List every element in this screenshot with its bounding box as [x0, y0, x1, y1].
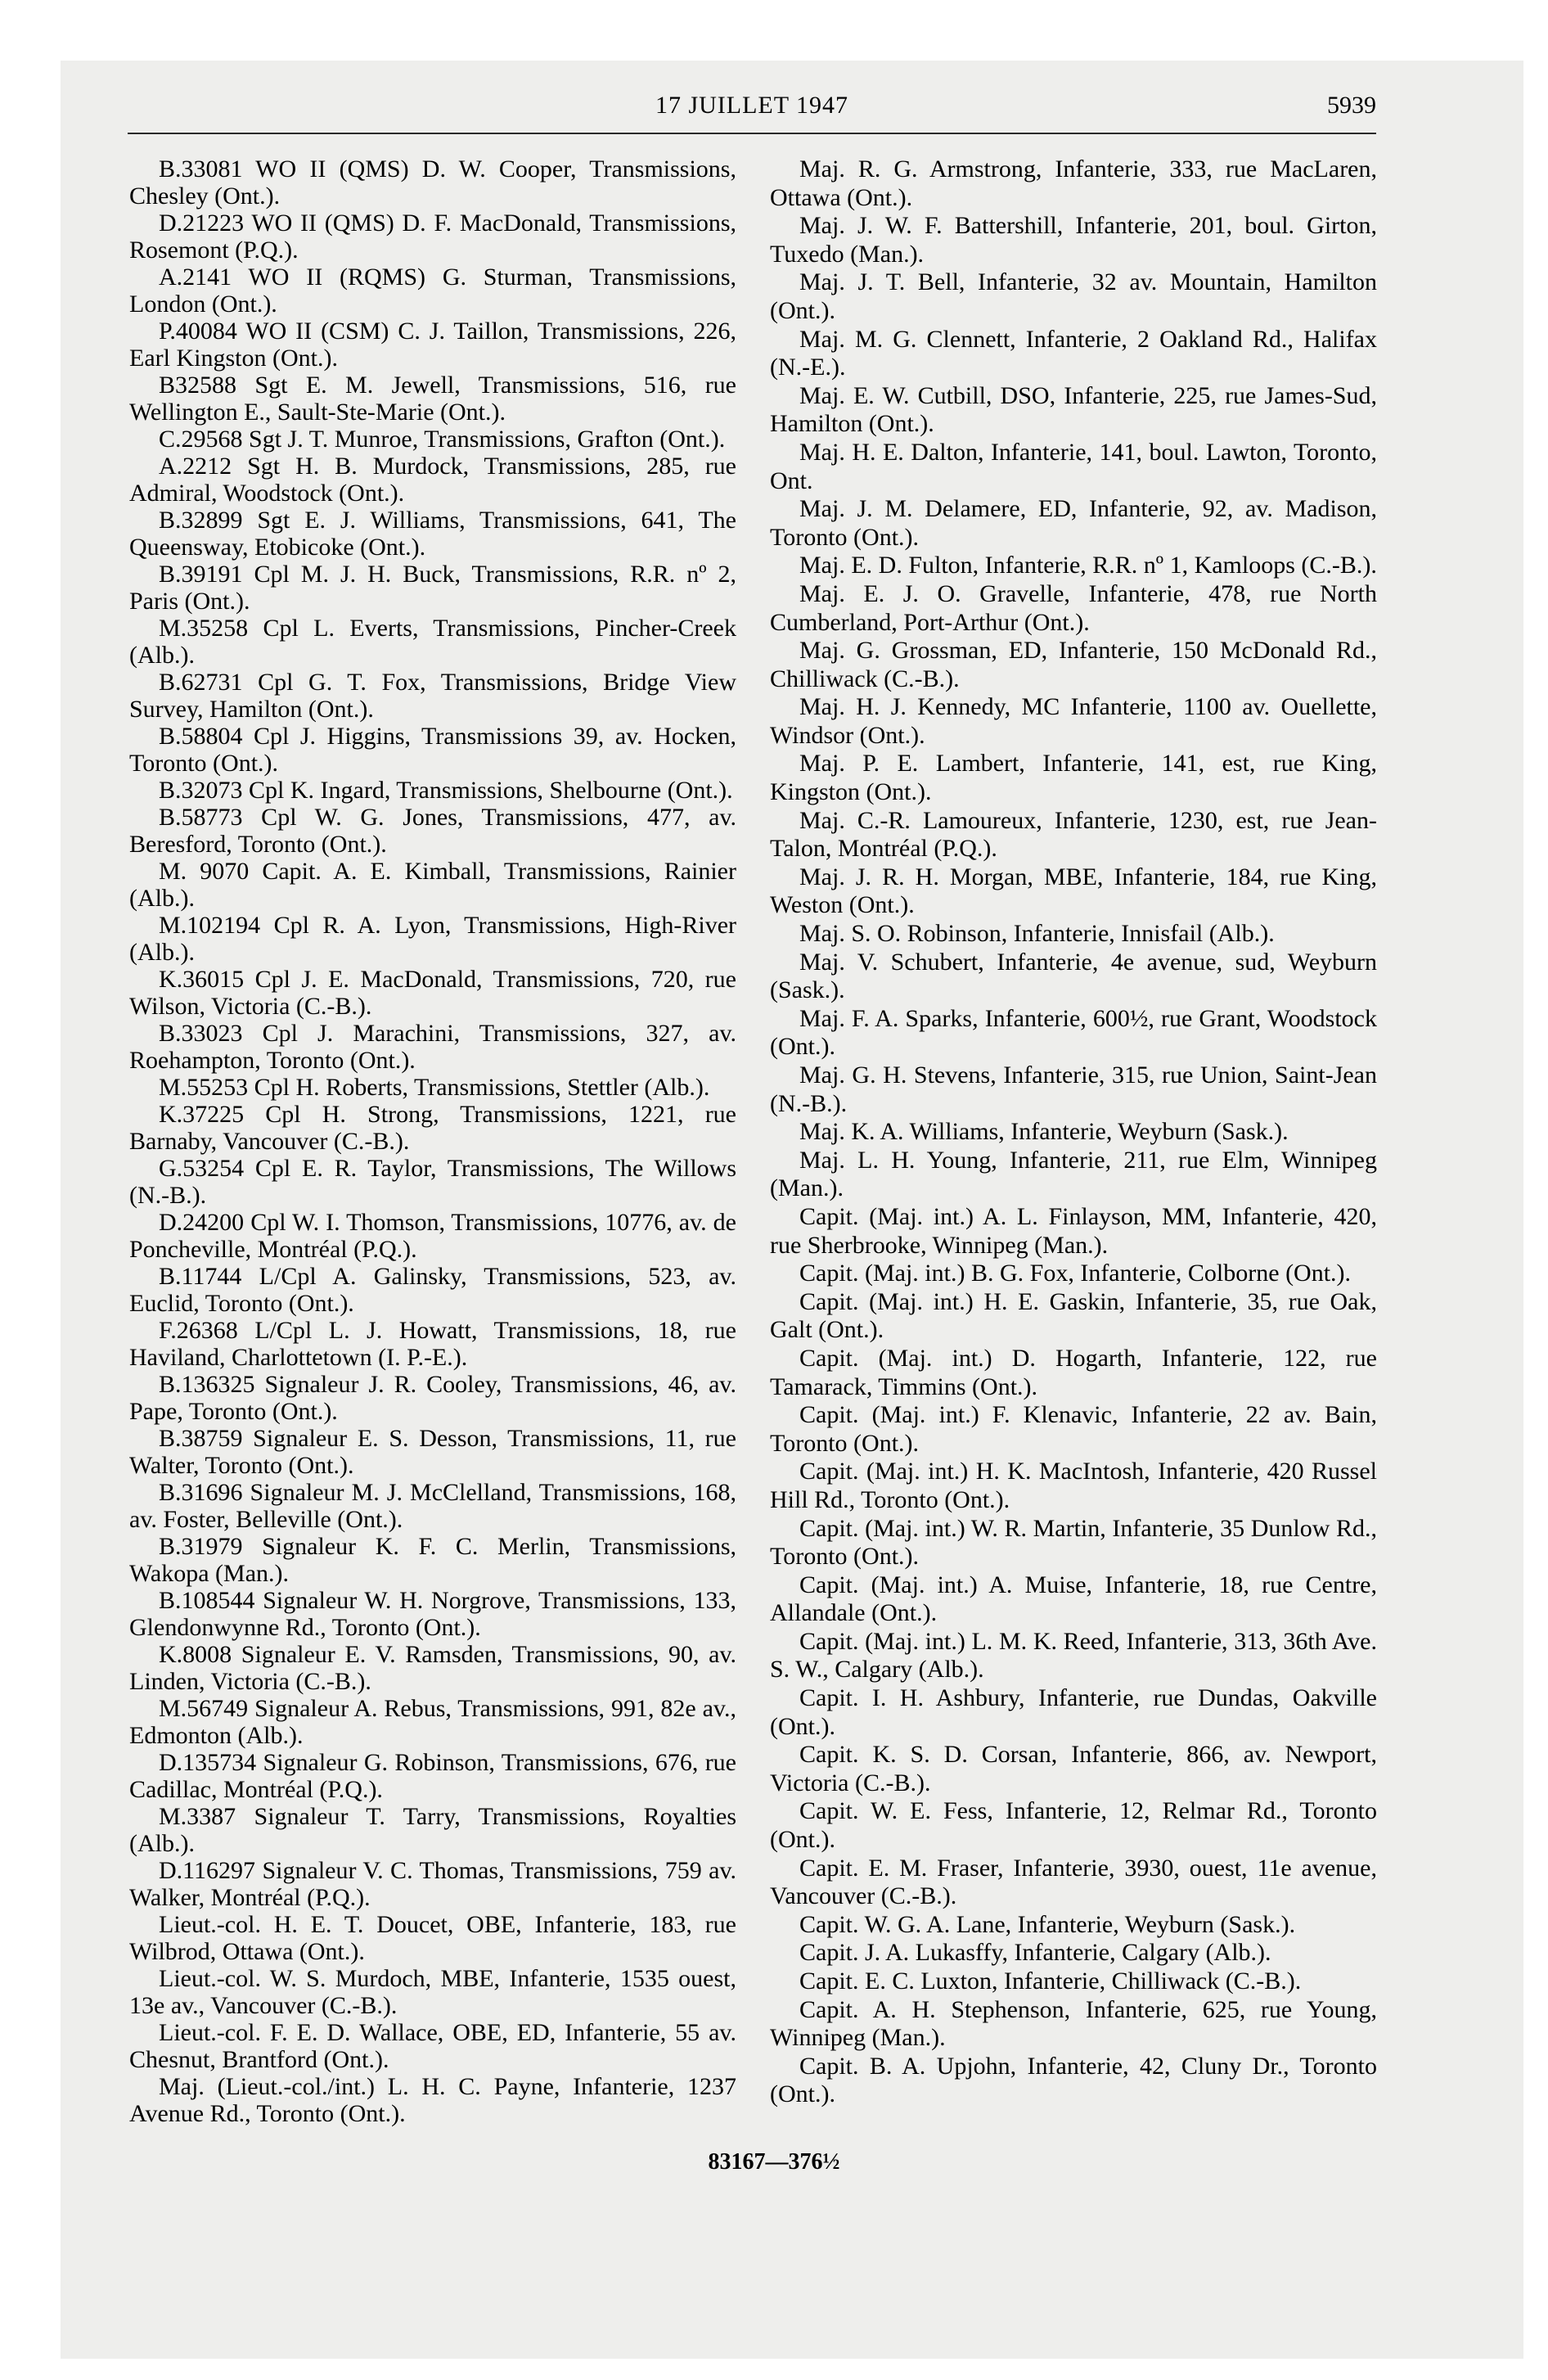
list-entry: Lieut.-col. W. S. Murdoch, MBE, Infanterie, 1535 ouest, 13e av., Vancouver (C.-B.).: [129, 1965, 736, 2019]
list-entry: B.108544 Signaleur W. H. Norgrove, Transmissions, 133, Glendonwynne Rd., Toronto (Ont.).: [129, 1587, 736, 1641]
list-entry: Maj. H. J. Kennedy, MC Infanterie, 1100 av. Ouellette, Windsor (Ont.).: [770, 693, 1377, 749]
list-entry: Maj. S. O. Robinson, Infanterie, Innisfail (Alb.).: [799, 920, 1275, 948]
list-entry: G.53254 Cpl E. R. Taylor, Transmissions, The Willows (N.-B.).: [129, 1155, 736, 1209]
list-entry: B.62731 Cpl G. T. Fox, Transmissions, Bridge View Survey, Hamilton (Ont.).: [129, 669, 736, 723]
list-entry: Lieut.-col. H. E. T. Doucet, OBE, Infanterie, 183, rue Wilbrod, Ottawa (Ont.).: [129, 1911, 736, 1965]
list-entry: M.56749 Signaleur A. Rebus, Transmissions, 991, 82e av., Edmonton (Alb.).: [129, 1695, 736, 1749]
list-entry: Maj. J. R. H. Morgan, MBE, Infanterie, 184, rue King, Weston (Ont.).: [770, 863, 1377, 919]
list-entry: A.2212 Sgt H. B. Murdock, Transmissions, 285, rue Admiral, Woodstock (Ont.).: [129, 453, 736, 507]
list-entry: B.32899 Sgt E. J. Williams, Transmissions, 641, The Queensway, Etobicoke (Ont.).: [129, 507, 736, 561]
page-header: [128, 92, 1376, 134]
list-entry: M. 9070 Capit. A. E. Kimball, Transmissions, Rainier (Alb.).: [129, 858, 736, 912]
list-entry: B.32073 Cpl K. Ingard, Transmissions, Shelbourne (Ont.).: [159, 777, 733, 804]
list-entry: Capit. (Maj. int.) H. E. Gaskin, Infanterie, 35, rue Oak, Galt (Ont.).: [770, 1287, 1377, 1344]
list-entry: Maj. H. E. Dalton, Infanterie, 141, boul. Lawton, Toronto, Ont.: [770, 438, 1377, 494]
list-entry: B.39191 Cpl M. J. H. Buck, Transmissions, R.R. nº 2, Paris (Ont.).: [129, 561, 736, 615]
list-entry: Maj. E. J. O. Gravelle, Infanterie, 478, rue North Cumberland, Port-Arthur (Ont.).: [770, 579, 1377, 636]
list-entry: B32588 Sgt E. M. Jewell, Transmissions, 516, rue Wellington E., Sault-Ste-Marie (Ont.).: [129, 372, 736, 426]
list-entry: Maj. J. W. F. Battershill, Infanterie, 201, boul. Girton, Tuxedo (Man.).: [770, 212, 1377, 268]
list-entry: D.24200 Cpl W. I. Thomson, Transmissions, 10776, av. de Poncheville, Montréal (P.Q.).: [129, 1209, 736, 1263]
list-entry: Maj. C.-R. Lamoureux, Infanterie, 1230, est, rue Jean-Talon, Montréal (P.Q.).: [770, 806, 1377, 863]
list-entry: Maj. E. D. Fulton, Infanterie, R.R. nº 1, Kamloops (C.-B.).: [799, 552, 1377, 579]
list-entry: Maj. G. Grossman, ED, Infanterie, 150 McDonald Rd., Chilliwack (C.-B.).: [770, 637, 1377, 692]
list-entry: Capit. (Maj. int.) B. G. Fox, Infanterie, Colborne (Ont.).: [799, 1260, 1352, 1287]
list-entry: P.40084 WO II (CSM) C. J. Taillon, Transmissions, 226, Earl Kingston (Ont.).: [129, 318, 736, 372]
list-entry: M.55253 Cpl H. Roberts, Transmissions, Stettler (Alb.).: [159, 1074, 710, 1101]
list-entry: D.135734 Signaleur G. Robinson, Transmissions, 676, rue Cadillac, Montréal (P.Q.).: [129, 1749, 736, 1803]
list-entry: Maj. K. A. Williams, Infanterie, Weyburn (Sask.).: [799, 1118, 1289, 1146]
list-entry: Capit. W. G. A. Lane, Infanterie, Weyburn (Sask.).: [799, 1910, 1296, 1938]
list-entry: Capit. I. H. Ashbury, Infanterie, rue Dundas, Oakville (Ont.).: [770, 1684, 1377, 1740]
list-entry: B.11744 L/Cpl A. Galinsky, Transmissions, 523, av. Euclid, Toronto (Ont.).: [129, 1263, 736, 1317]
list-entry: M.35258 Cpl L. Everts, Transmissions, Pincher-Creek (Alb.).: [129, 615, 736, 669]
list-entry: Capit. (Maj. int.) F. Klenavic, Infanterie, 22 av. Bain, Toronto (Ont.).: [770, 1401, 1377, 1457]
list-entry: Capit. (Maj. int.) H. K. MacIntosh, Infanterie, 420 Russel Hill Rd., Toronto (Ont.).: [770, 1458, 1377, 1513]
left-column: [129, 156, 736, 2127]
list-entry: Maj. F. A. Sparks, Infanterie, 600½, rue Grant, Woodstock (Ont.).: [770, 1004, 1377, 1061]
list-entry: K.37225 Cpl H. Strong, Transmissions, 1221, rue Barnaby, Vancouver (C.-B.).: [129, 1101, 736, 1155]
list-entry: Maj. (Lieut.-col./int.) L. H. C. Payne, Infanterie, 1237 Avenue Rd., Toronto (Ont.).: [129, 2073, 736, 2127]
list-entry: M.102194 Cpl R. A. Lyon, Transmissions, High-River (Alb.).: [129, 912, 736, 966]
list-entry: Maj. M. G. Clennett, Infanterie, 2 Oakland Rd., Halifax (N.-E.).: [770, 325, 1377, 381]
list-entry: D.21223 WO II (QMS) D. F. MacDonald, Transmissions, Rosemont (P.Q.).: [129, 210, 736, 264]
list-entry: A.2141 WO II (RQMS) G. Sturman, Transmissions, London (Ont.).: [129, 264, 736, 318]
list-entry: Capit. E. C. Luxton, Infanterie, Chilliwack (C.-B.).: [799, 1968, 1302, 1995]
list-entry: Capit. (Maj. int.) D. Hogarth, Infanterie, 122, rue Tamarack, Timmins (Ont.).: [770, 1344, 1377, 1400]
list-entry: B.33081 WO II (QMS) D. W. Cooper, Transmissions, Chesley (Ont.).: [129, 156, 736, 210]
list-entry: Capit. (Maj. int.) A. Muise, Infanterie, 18, rue Centre, Allandale (Ont.).: [770, 1571, 1377, 1627]
list-entry: Capit. K. S. D. Corsan, Infanterie, 866, av. Newport, Victoria (C.-B.).: [770, 1741, 1377, 1796]
list-entry: M.3387 Signaleur T. Tarry, Transmissions, Royalties (Alb.).: [129, 1803, 736, 1857]
page-date: 17 JUILLET 1947: [655, 92, 849, 119]
list-entry: Lieut.-col. F. E. D. Wallace, OBE, ED, Infanterie, 55 av. Chesnut, Brantford (Ont.).: [129, 2019, 736, 2073]
page-number: 5939: [1327, 92, 1376, 119]
list-entry: Capit. (Maj. int.) W. R. Martin, Infanterie, 35 Dunlow Rd., Toronto (Ont.).: [770, 1514, 1377, 1571]
list-entry: Maj. G. H. Stevens, Infanterie, 315, rue Union, Saint-Jean (N.-B.).: [770, 1062, 1377, 1117]
list-entry: B.38759 Signaleur E. S. Desson, Transmissions, 11, rue Walter, Toronto (Ont.).: [129, 1425, 736, 1479]
list-entry: C.29568 Sgt J. T. Munroe, Transmissions, Grafton (Ont.).: [159, 426, 726, 453]
list-entry: Capit. W. E. Fess, Infanterie, 12, Relmar Rd., Toronto (Ont.).: [770, 1797, 1377, 1854]
list-entry: Maj. J. M. Delamere, ED, Infanterie, 92, av. Madison, Toronto (Ont.).: [770, 495, 1377, 551]
page-footer-reference: 83167—376½: [708, 2149, 840, 2175]
list-entry: B.58804 Cpl J. Higgins, Transmissions 39, av. Hocken, Toronto (Ont.).: [129, 723, 736, 777]
list-entry: Maj. E. W. Cutbill, DSO, Infanterie, 225, rue James-Sud, Hamilton (Ont.).: [770, 381, 1377, 438]
list-entry: Maj. R. G. Armstrong, Infanterie, 333, rue MacLaren, Ottawa (Ont.).: [770, 156, 1377, 211]
list-entry: Capit. E. M. Fraser, Infanterie, 3930, ouest, 11e avenue, Vancouver (C.-B.).: [770, 1854, 1377, 1910]
list-entry: Capit. (Maj. int.) A. L. Finlayson, MM, Infanterie, 420, rue Sherbrooke, Winnipeg (Man.).: [770, 1202, 1377, 1259]
list-entry: B.136325 Signaleur J. R. Cooley, Transmissions, 46, av. Pape, Toronto (Ont.).: [129, 1371, 736, 1425]
right-column: [770, 156, 1377, 2109]
list-entry: Capit. A. H. Stephenson, Infanterie, 625, rue Young, Winnipeg (Man.).: [770, 1995, 1377, 2052]
list-entry: B.31696 Signaleur M. J. McClelland, Transmissions, 168, av. Foster, Belleville (Ont.).: [129, 1479, 736, 1533]
list-entry: F.26368 L/Cpl L. J. Howatt, Transmissions, 18, rue Haviland, Charlottetown (I. P.-E.).: [129, 1317, 736, 1371]
list-entry: Maj. J. T. Bell, Infanterie, 32 av. Mountain, Hamilton (Ont.).: [770, 268, 1377, 324]
list-entry: Maj. L. H. Young, Infanterie, 211, rue Elm, Winnipeg (Man.).: [770, 1146, 1377, 1202]
list-entry: K.8008 Signaleur E. V. Ramsden, Transmissions, 90, av. Linden, Victoria (C.-B.).: [129, 1641, 736, 1695]
list-entry: D.116297 Signaleur V. C. Thomas, Transmissions, 759 av. Walker, Montréal (P.Q.).: [129, 1857, 736, 1911]
list-entry: Capit. B. A. Upjohn, Infanterie, 42, Cluny Dr., Toronto (Ont.).: [770, 2052, 1377, 2108]
list-entry: Capit. (Maj. int.) L. M. K. Reed, Infanterie, 313, 36th Ave. S. W., Calgary (Alb.).: [770, 1627, 1377, 1684]
list-entry: B.31979 Signaleur K. F. C. Merlin, Transmissions, Wakopa (Man.).: [129, 1533, 736, 1587]
list-entry: Capit. J. A. Lukasffy, Infanterie, Calgary (Alb.).: [799, 1939, 1271, 1967]
list-entry: B.33023 Cpl J. Marachini, Transmissions, 327, av. Roehampton, Toronto (Ont.).: [129, 1020, 736, 1074]
list-entry: K.36015 Cpl J. E. MacDonald, Transmissions, 720, rue Wilson, Victoria (C.-B.).: [129, 966, 736, 1020]
list-entry: Maj. V. Schubert, Infanterie, 4e avenue, sud, Weyburn (Sask.).: [770, 948, 1377, 1004]
list-entry: B.58773 Cpl W. G. Jones, Transmissions, 477, av. Beresford, Toronto (Ont.).: [129, 804, 736, 858]
list-entry: Maj. P. E. Lambert, Infanterie, 141, est, rue King, Kingston (Ont.).: [770, 750, 1377, 806]
